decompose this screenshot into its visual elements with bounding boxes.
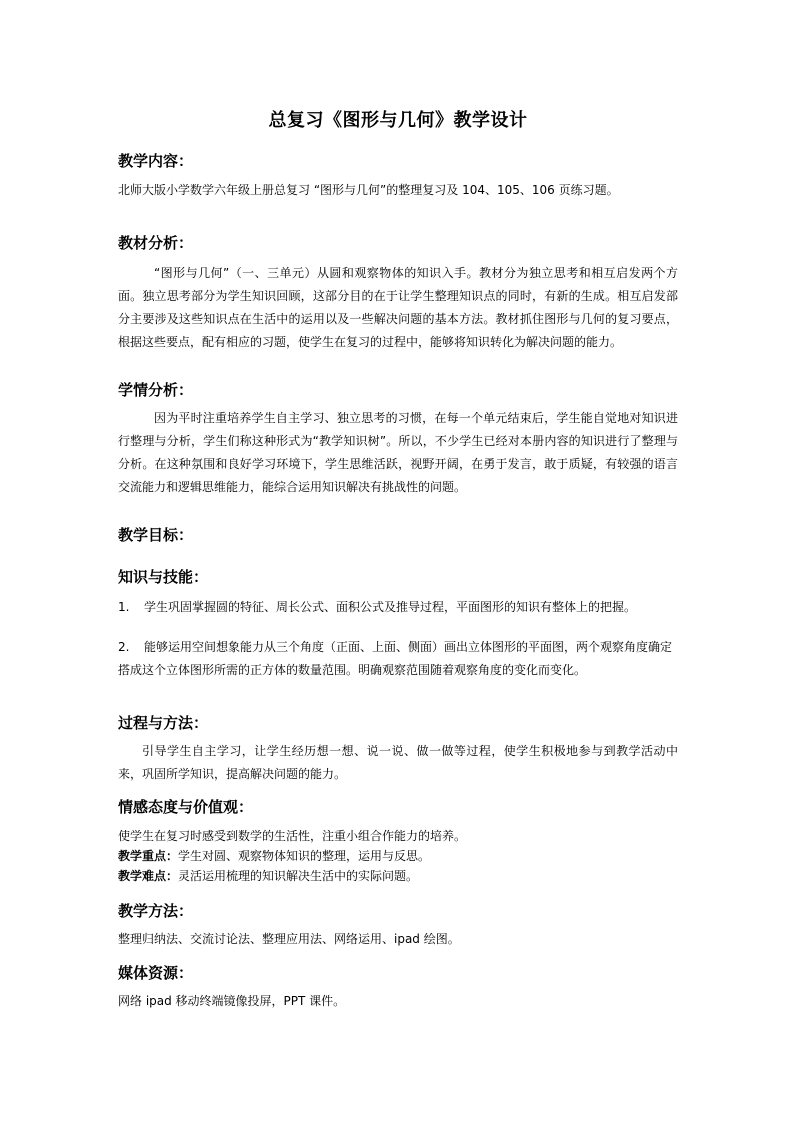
paragraph-material-analysis: “图形与几何”（一、三单元）从圆和观察物体的知识入手。教材分为独立思考和相互启发两个方面。独立思考部分为学生知识回顾，这部分目的在于让学生整理知识点的同时，有新的生成。相互启发部分主要涉及这些知识点在生活中的运用以及一些解决问题的基本方法。教材抓住图形与几何的复习要点，根据这些要点，配有相应的习题，使学生在复习的过程中，能够将知识转化为解决问题的能力。 [118,266,678,349]
list-item-text: 能够运用空间想象能力从三个角度（正面、上面、侧面）画出立体图形的平面图，两个观察角度确定搭成这个立体图形所需的正方体的数量范围。明确观察范围随着观察角度的变化而变化。 [118,640,673,677]
paragraph-media-resources: 网络 ipad 移动终端镜像投屏，PPT 课件。 [118,994,346,1008]
difficult-points-label: 教学难点： [118,869,179,883]
document-title: 总复习《图形与几何》教学设计 [268,110,528,131]
list-item [118,636,678,682]
heading-teaching-methods: 教学方法： [118,902,194,920]
heading-attitude-values: 情感态度与价值观： [118,798,254,816]
heading-material-analysis: 教材分析： [118,234,194,252]
heading-knowledge-skills: 知识与技能： [118,568,209,586]
list-item [118,596,678,619]
paragraph-teaching-content: 北师大版小学数学六年级上册总复习 “图形与几何”的整理复习及 104、105、106 页练习题。 [118,183,619,197]
paragraph-process-methods: 引导学生自主学习，让学生经历想一想、说一说、做一做等过程，使学生积极地参与到教学活动中来，巩固所学知识，提高解决问题的能力。 [118,744,678,781]
heading-teaching-goals: 教学目标： [118,526,194,544]
list-item-number: 2. [118,640,130,654]
paragraph-student-analysis: 因为平时注重培养学生自主学习、独立思考的习惯，在每一个单元结束后，学生能自觉地对知识进行整理与分析，学生们称这种形式为“教学知识树”。所以，不少学生已经对本册内容的知识进行了整理与分析。在这种氛围和良好学习环境下，学生思维活跃，视野开阔，在勇于发言，敢于质疑，有较强的语言交流能力和逻辑思维能力，能综合运用知识解决有挑战性的问题。 [118,411,678,494]
difficult-points-line [118,865,678,888]
heading-student-analysis: 学情分析： [118,381,194,399]
difficult-points-text: 灵活运用梳理的知识解决生活中的实际问题。 [178,869,419,883]
list-item-text: 学生巩固掌握圆的特征、周长公式、面积公式及推导过程，平面图形的知识有整体上的把握。 [144,600,637,614]
key-points-label: 教学重点： [118,849,179,863]
paragraph-attitude-values: 使学生在复习时感受到数学的生活性，注重小组合作能力的培养。 [118,829,467,843]
heading-teaching-content: 教学内容： [118,152,194,170]
heading-process-methods: 过程与方法： [118,714,209,732]
list-item-number: 1. [118,600,130,614]
heading-media-resources: 媒体资源： [118,964,194,982]
key-points-text: 学生对圆、观察物体知识的整理，运用与反思。 [178,849,431,863]
paragraph-teaching-methods: 整理归纳法、交流讨论法、整理应用法、网络运用、ipad 绘图。 [118,932,460,946]
